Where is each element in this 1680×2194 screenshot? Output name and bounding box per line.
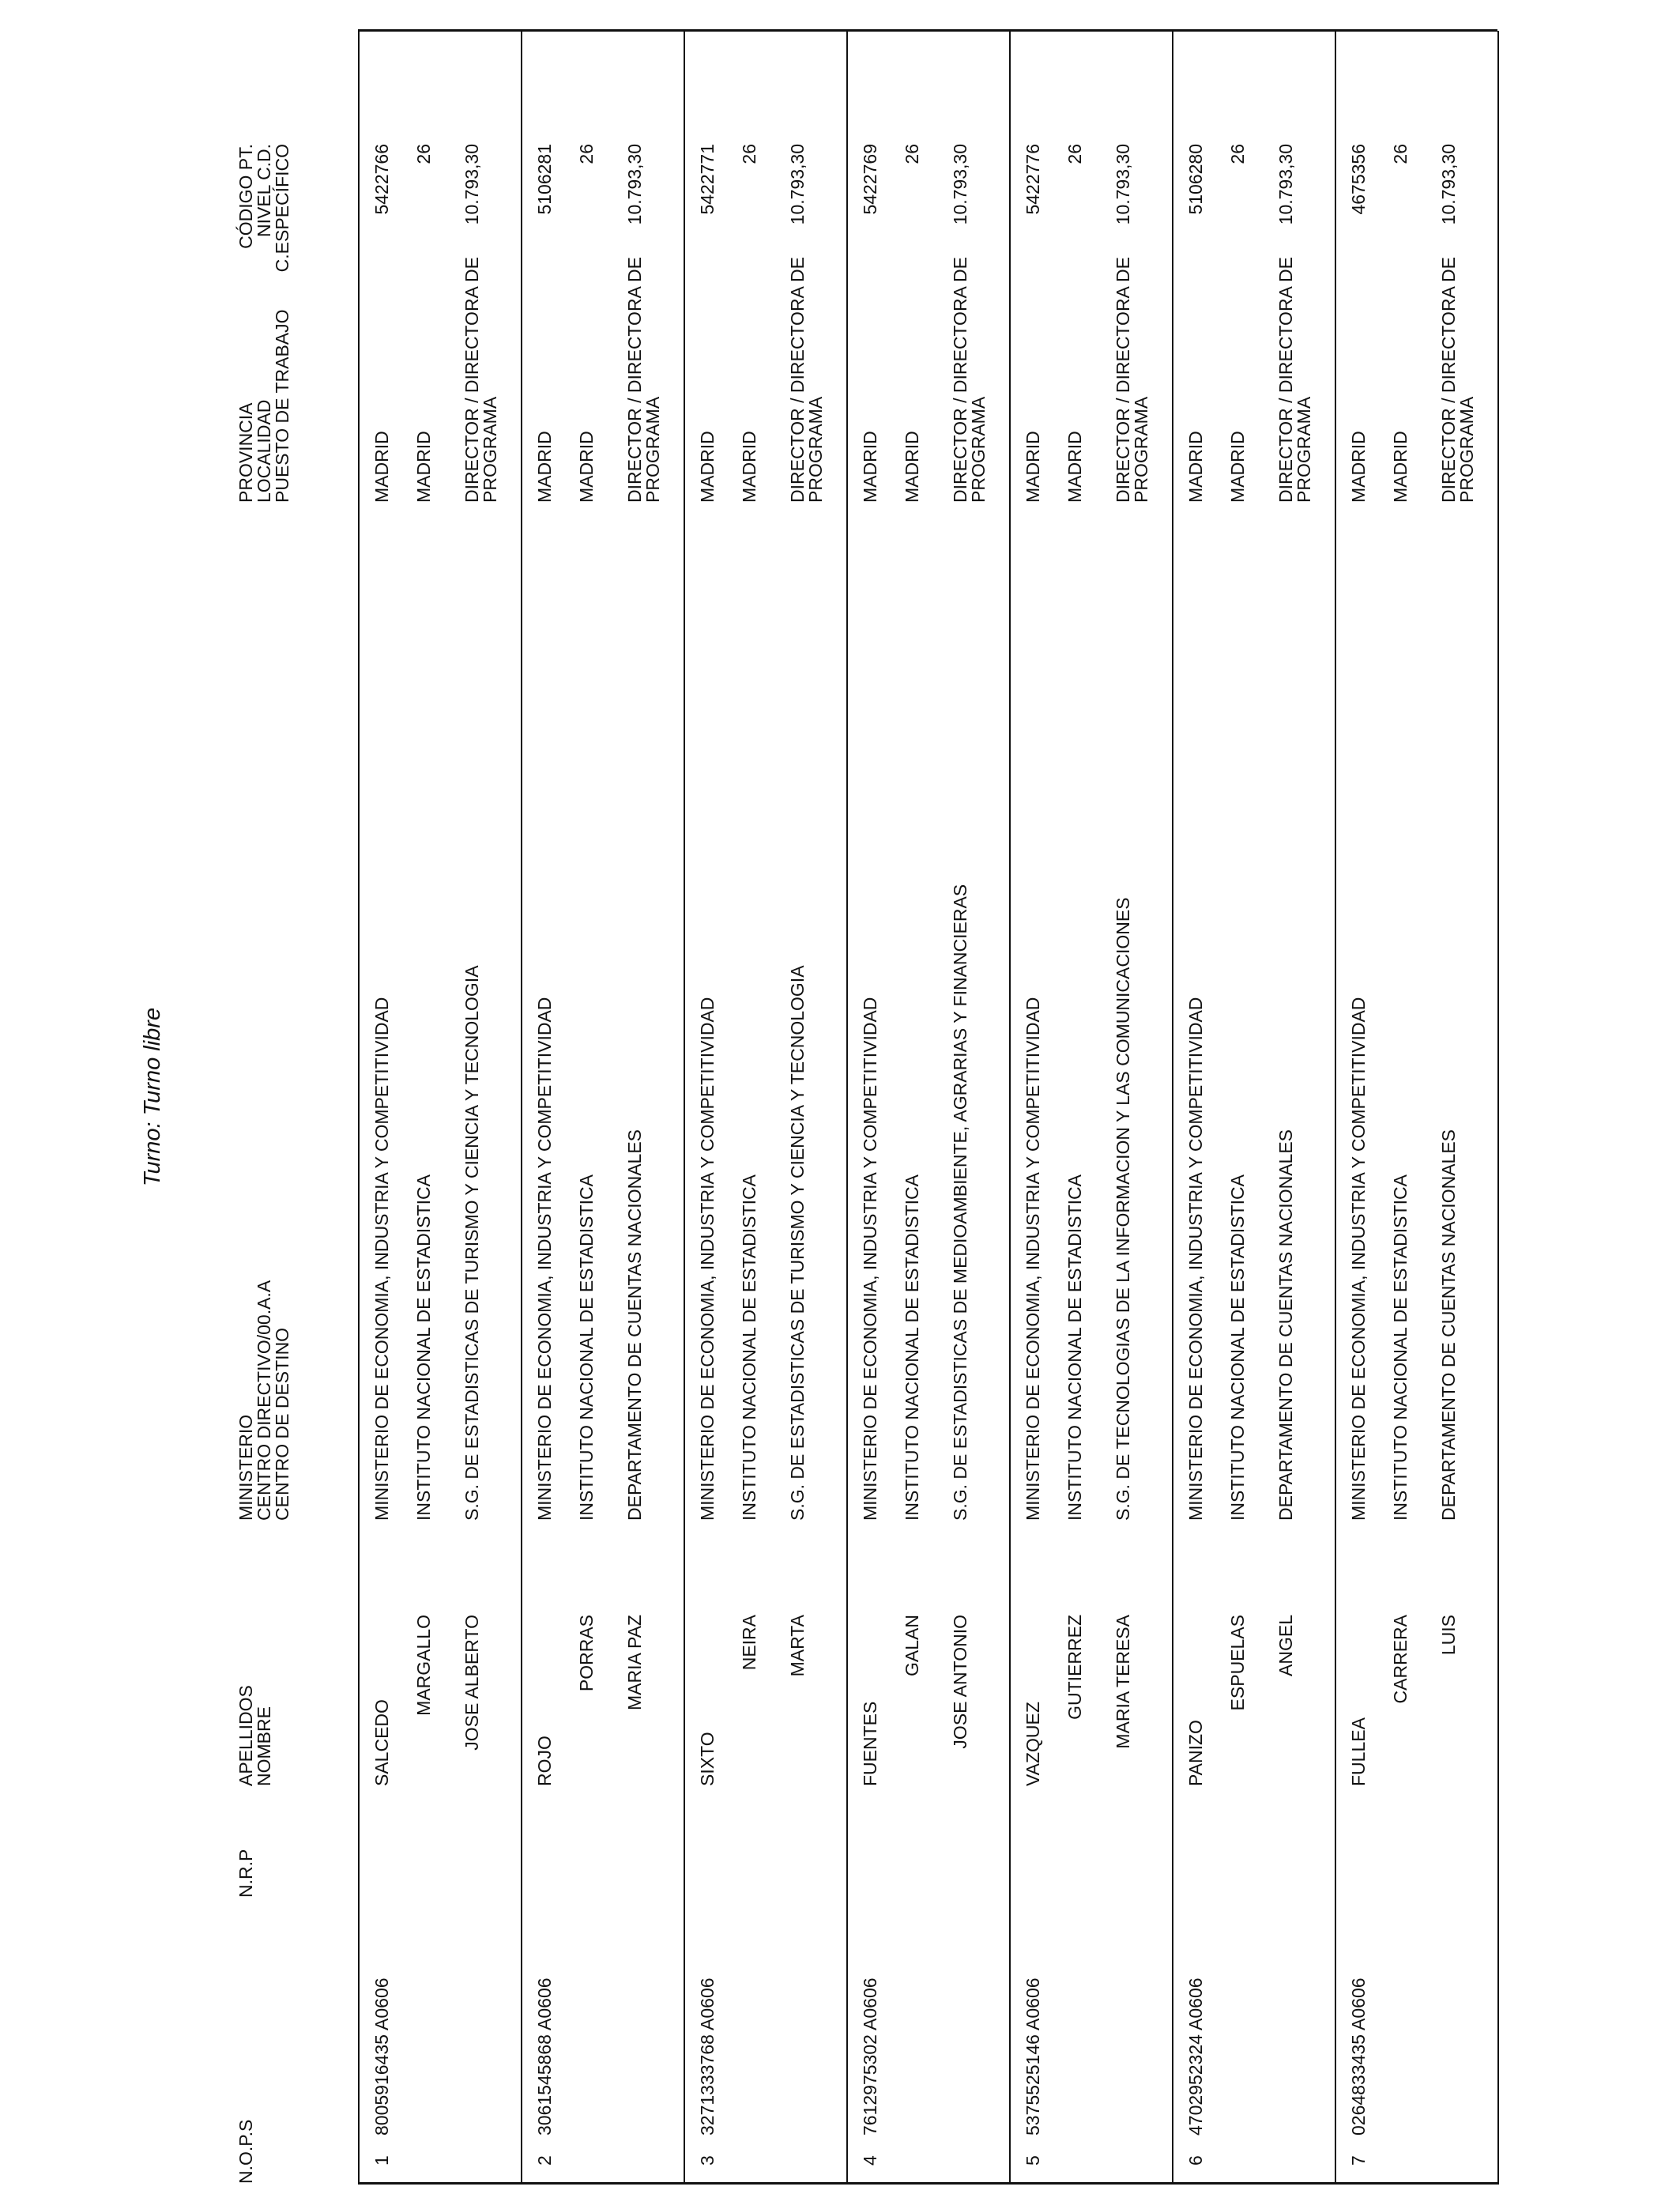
row-nops: 2 xyxy=(534,2155,555,2166)
row-localidad: MADRID xyxy=(902,431,922,503)
row-puesto-line1: DIRECTOR / DIRECTORA DE xyxy=(1275,257,1296,503)
row-puesto-line1: DIRECTOR / DIRECTORA DE xyxy=(950,257,970,503)
row-nombre: MARTA xyxy=(787,1615,808,1677)
row-nombre: MARIA PAZ xyxy=(624,1615,645,1710)
header-nops-label: N.O.P.S xyxy=(235,2119,256,2184)
row-nombre: JOSE ANTONIO xyxy=(950,1615,970,1749)
row-localidad: MADRID xyxy=(576,431,597,503)
row-puesto-line1: DIRECTOR / DIRECTORA DE xyxy=(1113,257,1133,503)
row-nrp: 3271333768 A0606 xyxy=(697,1977,718,2136)
row-apellido1: FUENTES xyxy=(860,1701,880,1786)
row-localidad: MADRID xyxy=(739,431,759,503)
row-centro-destino: DEPARTAMENTO DE CUENTAS NACIONALES xyxy=(1275,1129,1296,1521)
row-codigo: 5422771 xyxy=(697,144,718,215)
row-localidad: MADRID xyxy=(1064,431,1085,503)
row-puesto-line2: PROGRAMA xyxy=(968,396,989,503)
row-nrp: 3061545868 A0606 xyxy=(534,1977,555,2136)
row-nombre: MARIA TERESA xyxy=(1113,1615,1133,1749)
row-nrp: 0264833435 A0606 xyxy=(1348,1977,1369,2136)
row-ministerio: MINISTERIO DE ECONOMIA, INDUSTRIA Y COMPETITIVIDAD xyxy=(534,997,555,1521)
header-nrp-label: N.R.P xyxy=(235,1849,256,1898)
row-separator xyxy=(1497,31,1499,2185)
row-ministerio: MINISTERIO DE ECONOMIA, INDUSTRIA Y COMPETITIVIDAD xyxy=(1348,997,1369,1521)
row-provincia: MADRID xyxy=(860,431,880,503)
row-nivel: 26 xyxy=(576,144,597,164)
row-nivel: 26 xyxy=(1227,144,1248,164)
row-ministerio: MINISTERIO DE ECONOMIA, INDUSTRIA Y COMPETITIVIDAD xyxy=(697,997,718,1521)
table-left-border xyxy=(358,2182,1497,2185)
row-nombre: JOSE ALBERTO xyxy=(461,1615,482,1751)
row-codigo: 4675356 xyxy=(1348,144,1369,215)
row-centro-destino: S.G. DE ESTADISTICAS DE MEDIOAMBIENTE, AGRARIAS Y FINANCIERAS xyxy=(950,884,970,1521)
row-provincia: MADRID xyxy=(534,431,555,503)
row-nrp: 7612975302 A0606 xyxy=(860,1977,880,2136)
row-especifico: 10.793,30 xyxy=(1275,144,1296,225)
header-puesto-line: PUESTO DE TRABAJO xyxy=(272,309,292,503)
row-ministerio: MINISTERIO DE ECONOMIA, INDUSTRIA Y COMPETITIVIDAD xyxy=(371,997,392,1521)
row-apellido2: GALAN xyxy=(902,1615,922,1676)
row-apellido2: NEIRA xyxy=(739,1615,759,1671)
row-separator xyxy=(846,31,848,2185)
row-localidad: MADRID xyxy=(1227,431,1248,503)
row-centro-destino: DEPARTAMENTO DE CUENTAS NACIONALES xyxy=(1438,1129,1459,1521)
row-apellido2: GUTIERREZ xyxy=(1064,1615,1085,1720)
row-localidad: MADRID xyxy=(1390,431,1411,503)
row-separator xyxy=(521,31,522,2185)
row-codigo: 5422766 xyxy=(371,144,392,215)
row-nrp: 8005916435 A0606 xyxy=(371,1977,392,2136)
row-centro-directivo: INSTITUTO NACIONAL DE ESTADISTICA xyxy=(1064,1174,1085,1521)
row-centro-directivo: INSTITUTO NACIONAL DE ESTADISTICA xyxy=(1390,1174,1411,1521)
row-apellido2: PORRAS xyxy=(576,1615,597,1692)
row-nops: 5 xyxy=(1023,2155,1043,2166)
row-puesto-line2: PROGRAMA xyxy=(1131,396,1151,503)
row-ministerio: MINISTERIO DE ECONOMIA, INDUSTRIA Y COMPETITIVIDAD xyxy=(1023,997,1043,1521)
row-apellido1: ROJO xyxy=(534,1736,555,1786)
header-provincia-line: PROVINCIA xyxy=(235,402,256,503)
row-puesto-line2: PROGRAMA xyxy=(1456,396,1477,503)
row-nrp: 4702952324 A0606 xyxy=(1185,1977,1206,2136)
table-right-border xyxy=(358,29,1497,32)
row-separator xyxy=(1172,31,1173,2185)
row-especifico: 10.793,30 xyxy=(624,144,645,225)
row-codigo: 5106281 xyxy=(534,144,555,215)
row-apellido2: MARGALLO xyxy=(413,1615,434,1716)
header-centro-directivo-line: CENTRO DIRECTIVO/00.A.A xyxy=(254,1280,274,1521)
row-puesto-line2: PROGRAMA xyxy=(480,396,500,503)
row-apellido2: CARRERA xyxy=(1390,1615,1411,1704)
row-puesto-line1: DIRECTOR / DIRECTORA DE xyxy=(624,257,645,503)
row-nivel: 26 xyxy=(902,144,922,164)
row-centro-directivo: INSTITUTO NACIONAL DE ESTADISTICA xyxy=(576,1174,597,1521)
row-especifico: 10.793,30 xyxy=(461,144,482,225)
row-provincia: MADRID xyxy=(1348,431,1369,503)
row-nops: 6 xyxy=(1185,2155,1206,2166)
row-centro-destino: S.G. DE ESTADISTICAS DE TURISMO Y CIENCIA Y TECNOLOGIA xyxy=(461,965,482,1521)
row-centro-destino: DEPARTAMENTO DE CUENTAS NACIONALES xyxy=(624,1129,645,1521)
row-ministerio: MINISTERIO DE ECONOMIA, INDUSTRIA Y COMPETITIVIDAD xyxy=(860,997,880,1521)
header-nombre-line: NOMBRE xyxy=(254,1706,274,1786)
row-codigo: 5106280 xyxy=(1185,144,1206,215)
row-nombre: ANGEL xyxy=(1275,1615,1296,1676)
row-centro-directivo: INSTITUTO NACIONAL DE ESTADISTICA xyxy=(739,1174,759,1521)
row-nivel: 26 xyxy=(1390,144,1411,164)
table-top-border xyxy=(358,31,360,2185)
row-apellido2: ESPUELAS xyxy=(1227,1615,1248,1711)
row-nops: 1 xyxy=(371,2155,392,2166)
row-especifico: 10.793,30 xyxy=(1113,144,1133,225)
row-codigo: 5422776 xyxy=(1023,144,1043,215)
row-provincia: MADRID xyxy=(371,431,392,503)
row-puesto-line1: DIRECTOR / DIRECTORA DE xyxy=(1438,257,1459,503)
row-ministerio: MINISTERIO DE ECONOMIA, INDUSTRIA Y COMPETITIVIDAD xyxy=(1185,997,1206,1521)
row-provincia: MADRID xyxy=(1185,431,1206,503)
row-centro-directivo: INSTITUTO NACIONAL DE ESTADISTICA xyxy=(413,1174,434,1521)
header-codigo-line: CÓDIGO PT. xyxy=(235,144,256,249)
row-apellido1: PANIZO xyxy=(1185,1720,1206,1786)
row-provincia: MADRID xyxy=(1023,431,1043,503)
header-ministerio-line: MINISTERIO xyxy=(235,1414,256,1521)
header-centro-destino-line: CENTRO DE DESTINO xyxy=(272,1327,292,1521)
header-apellidos-line: APELLIDOS xyxy=(235,1685,256,1786)
row-puesto-line2: PROGRAMA xyxy=(1294,396,1314,503)
row-puesto-line1: DIRECTOR / DIRECTORA DE xyxy=(461,257,482,503)
row-centro-destino: S.G. DE TECNOLOGIAS DE LA INFORMACION Y LAS COMUNICACIONES xyxy=(1113,897,1133,1521)
row-especifico: 10.793,30 xyxy=(1438,144,1459,225)
page-title: Turno: Turno libre xyxy=(140,1007,165,1187)
row-nivel: 26 xyxy=(739,144,759,164)
row-separator xyxy=(1335,31,1336,2185)
header-localidad-line: LOCALIDAD xyxy=(254,399,274,503)
header-nivel-line: NIVEL C.D. xyxy=(254,144,274,238)
row-puesto-line2: PROGRAMA xyxy=(805,396,826,503)
row-especifico: 10.793,30 xyxy=(950,144,970,225)
row-centro-directivo: INSTITUTO NACIONAL DE ESTADISTICA xyxy=(902,1174,922,1521)
row-codigo: 5422769 xyxy=(860,144,880,215)
row-puesto-line1: DIRECTOR / DIRECTORA DE xyxy=(787,257,808,503)
row-centro-destino: S.G. DE ESTADISTICAS DE TURISMO Y CIENCIA Y TECNOLOGIA xyxy=(787,965,808,1521)
row-nrp: 5375525146 A0606 xyxy=(1023,1977,1043,2136)
row-separator xyxy=(1009,31,1011,2185)
row-apellido1: SIXTO xyxy=(697,1732,718,1786)
row-separator xyxy=(684,31,685,2185)
row-apellido1: FULLEA xyxy=(1348,1717,1369,1786)
row-nops: 3 xyxy=(697,2155,718,2166)
row-nops: 7 xyxy=(1348,2155,1369,2166)
row-nivel: 26 xyxy=(1064,144,1085,164)
row-puesto-line2: PROGRAMA xyxy=(642,396,663,503)
row-nops: 4 xyxy=(860,2155,880,2166)
row-nivel: 26 xyxy=(413,144,434,164)
header-especifico-line: C.ESPECÍFICO xyxy=(272,144,292,273)
row-apellido1: SALCEDO xyxy=(371,1699,392,1786)
row-nombre: LUIS xyxy=(1438,1615,1459,1656)
row-apellido1: VAZQUEZ xyxy=(1023,1702,1043,1786)
row-centro-directivo: INSTITUTO NACIONAL DE ESTADISTICA xyxy=(1227,1174,1248,1521)
row-especifico: 10.793,30 xyxy=(787,144,808,225)
row-provincia: MADRID xyxy=(697,431,718,503)
row-localidad: MADRID xyxy=(413,431,434,503)
